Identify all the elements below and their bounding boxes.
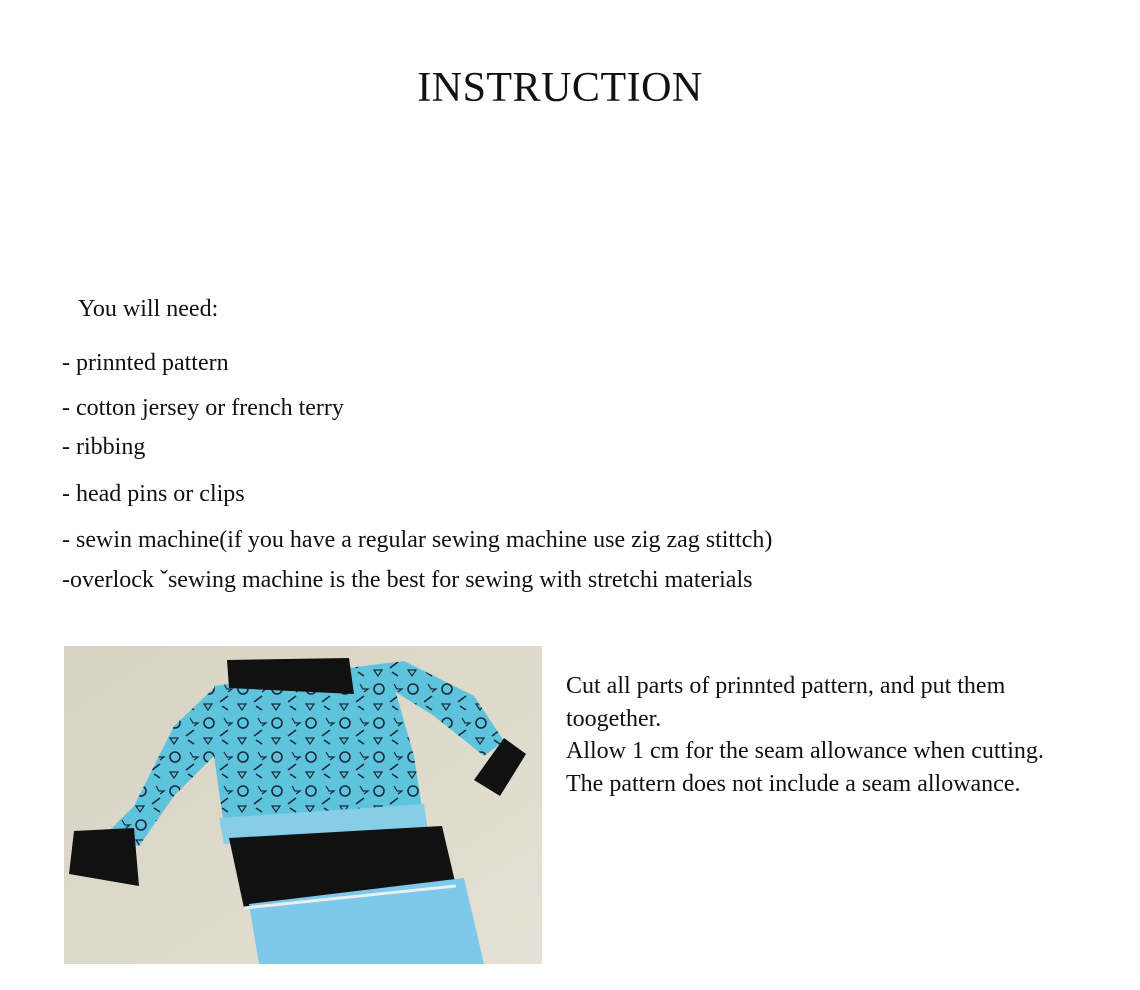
page-title: INSTRUCTION — [417, 65, 703, 111]
cutting-instructions — [566, 670, 1126, 800]
needs-heading: You will need: — [78, 296, 219, 322]
need-item-pins: - head pins or clips — [62, 481, 245, 507]
need-item-sewing-machine: - sewin machine(if you have a regular sewing machine use zig zag stittch) — [62, 527, 773, 553]
need-item-ribbing: - ribbing — [62, 434, 146, 460]
cutting-line: Cut all parts of prinnted pattern, and put them — [566, 673, 1006, 699]
need-item-pattern: - prinnted pattern — [62, 350, 229, 376]
cutting-line: Allow 1 cm for the seam allowance when cutting. — [566, 738, 1044, 764]
need-item-fabric: - cotton jersey or french terry — [62, 395, 344, 421]
need-item-overlock: -overlock ˇsewing machine is the best for sewing with stretchi materials — [62, 567, 753, 593]
cutting-line: The pattern does not include a seam allowance. — [566, 770, 1021, 797]
pattern-pieces-photo — [64, 646, 542, 964]
cutting-line: toogether. — [566, 705, 662, 732]
